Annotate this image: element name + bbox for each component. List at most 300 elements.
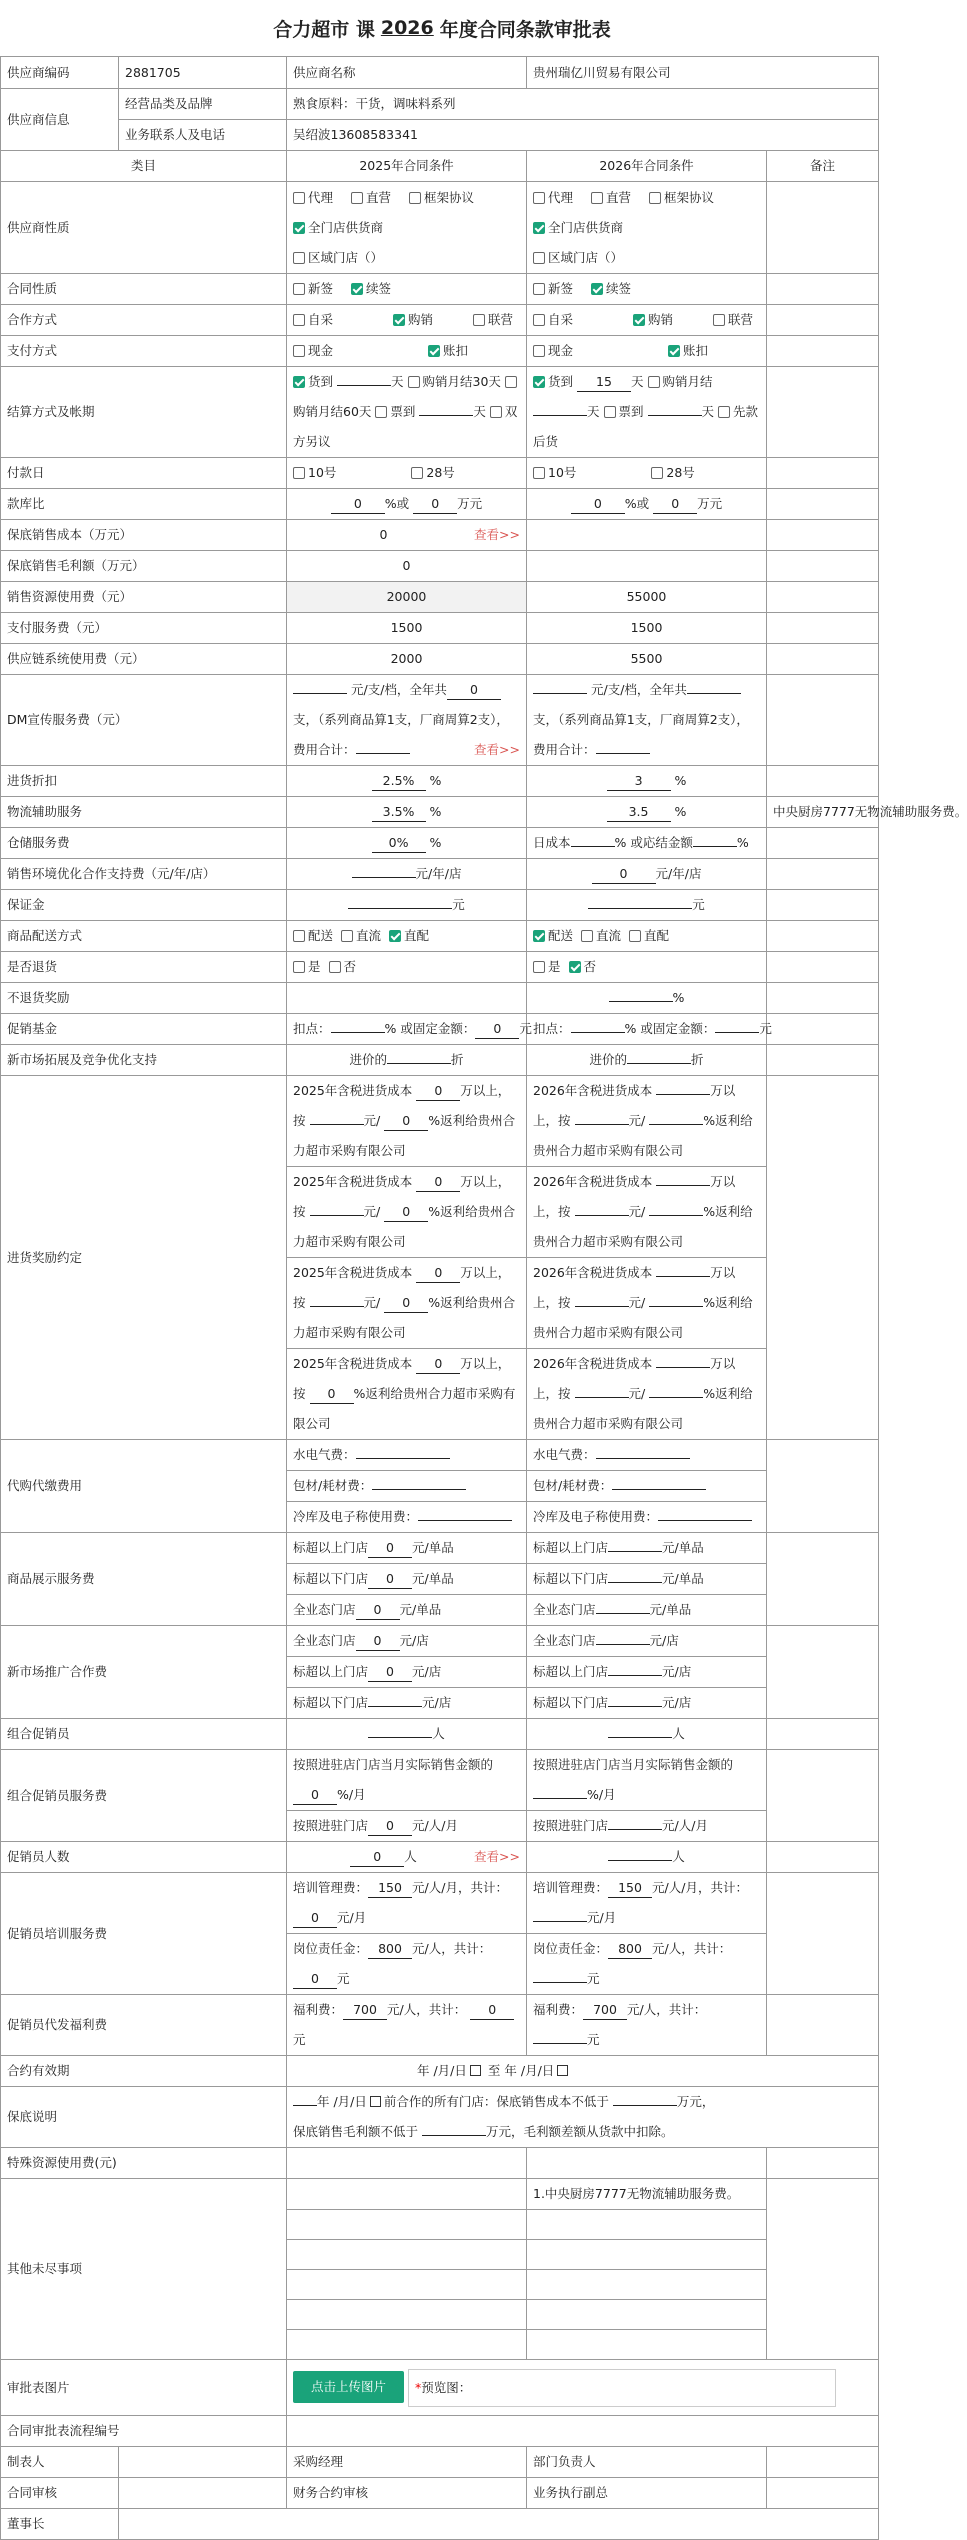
checkbox-icon [293, 345, 305, 357]
training-2025-b: 岗位责任金： 800 元/人，共计： 0 元 [287, 1934, 527, 1995]
validity-end[interactable]: 年 /月/日 [504, 2063, 571, 2078]
checkbox-icon [604, 406, 616, 418]
reward-input[interactable] [649, 1397, 703, 1398]
reward-input[interactable] [649, 1306, 703, 1307]
coop-2025-joint[interactable]: 联营 [473, 305, 513, 335]
other-2026-line[interactable] [527, 2240, 767, 2270]
nature-2025-framework[interactable]: 框架协议 [409, 183, 474, 213]
coop-2025-buysell[interactable]: 购销 [393, 305, 433, 335]
nature-2026-framework[interactable]: 框架协议 [649, 183, 714, 213]
settle-2025-goods-days[interactable] [337, 385, 391, 386]
note-cell [767, 675, 879, 766]
proxy-fee-label: 代购代缴费用 [1, 1440, 287, 1533]
supplier-nature-label: 供应商性质 [1, 182, 287, 274]
returns-2026-yes[interactable]: 是 [533, 952, 561, 982]
display-2025-l1: 标超以上门店 0 元/单品 [287, 1533, 527, 1564]
nature-2025-allstores[interactable]: 全门店供货商 [293, 213, 383, 243]
reward-input[interactable]: 0 [416, 1264, 460, 1283]
checkbox-icon [293, 930, 305, 942]
settlement-2026: 货到 15 天 购销月结 天 票到 天 先款后货 [527, 367, 767, 458]
other-2026-line[interactable] [527, 2210, 767, 2240]
nature-2025-direct[interactable]: 直营 [351, 183, 391, 213]
approval-table [0, 56, 967, 2540]
vp-value[interactable] [767, 2478, 879, 2509]
settle-2026-m-days[interactable] [533, 415, 587, 416]
contract-nature-2026 [527, 274, 767, 305]
dept-head-value[interactable] [767, 2447, 879, 2478]
reward-input[interactable] [575, 1397, 629, 1398]
checkbox-icon [533, 314, 545, 326]
note-cell [767, 1750, 879, 1842]
display-input[interactable]: 0 [356, 1601, 400, 1620]
settle-2025-ticket-days[interactable] [419, 415, 473, 416]
display-input[interactable] [596, 1613, 650, 1614]
payday-2025-10[interactable]: 10号 [293, 458, 336, 488]
display-fee-label: 商品展示服务费 [1, 1533, 287, 1626]
view-link[interactable]: 查看>> [474, 1849, 520, 1864]
settle-2025-ticket[interactable]: 票到 [375, 404, 415, 419]
contract-nature-label: 合同性质 [1, 274, 287, 305]
water-input[interactable] [596, 1458, 690, 1459]
promoters-2025: 0 人 查看>> [287, 1842, 527, 1873]
pay-day-2025 [287, 458, 527, 489]
checkbox-icon [293, 192, 305, 204]
validity-range: 年 /月/日 至 年 /月/日 [287, 2056, 879, 2087]
col-item: 类目 [1, 151, 287, 182]
min-sales-cost-2026 [527, 520, 767, 551]
min-gross-profit-label: 保底销售毛利额（万元） [1, 551, 287, 582]
pay-2026-cash[interactable]: 现金 [533, 336, 573, 366]
promoters-2025-input[interactable]: 0 [350, 1848, 404, 1867]
other-2025-line[interactable] [287, 2240, 527, 2270]
other-2025-line[interactable] [287, 2330, 527, 2360]
note-cell [767, 2179, 879, 2360]
no-return-2026-input[interactable] [609, 1001, 673, 1002]
reward-input[interactable] [310, 1124, 364, 1125]
coop-2026-joint[interactable]: 联营 [713, 305, 753, 335]
coop-mode-2026 [527, 305, 767, 336]
contract-2026-renew[interactable]: 续签 [591, 274, 631, 304]
calendar-icon [370, 2096, 381, 2107]
new-market-2026: 进价的 折 [527, 1045, 767, 1076]
pay-2026-deduct[interactable]: 账扣 [668, 336, 708, 366]
chairman-value[interactable] [119, 2509, 879, 2540]
dm-fee-2026: 元/支/档，全年共支，（系列商品算1支，厂商周算2支），费用合计： [527, 675, 767, 766]
delivery-2025-flow[interactable]: 直流 [341, 921, 381, 951]
note-cell [767, 182, 879, 274]
settle-2026-goods-days[interactable]: 15 [577, 373, 631, 392]
audit-value[interactable] [119, 2478, 287, 2509]
contract-2025-new[interactable]: 新签 [293, 274, 333, 304]
approval-no-value[interactable] [287, 2416, 879, 2447]
reward-input[interactable] [649, 1124, 703, 1125]
combo-fee-input[interactable]: 0 [368, 1817, 412, 1836]
cold-input[interactable] [658, 1520, 752, 1521]
payday-2026-28[interactable]: 28号 [651, 458, 694, 488]
note-cell [767, 551, 879, 582]
view-link[interactable]: 查看>> [474, 527, 520, 542]
checkbox-icon [533, 192, 545, 204]
checkbox-icon [341, 930, 353, 942]
pay-mode-label: 支付方式 [1, 336, 287, 367]
no-return-reward-2025 [287, 983, 527, 1014]
returns-2026-no[interactable]: 否 [569, 952, 597, 982]
settle-2025-goods[interactable]: 货到 [293, 374, 333, 389]
nmp-input[interactable] [368, 1706, 422, 1707]
new-market-label: 新市场拓展及竞争优化支持 [1, 1045, 287, 1076]
delivery-2025-dist[interactable]: 配送 [293, 921, 333, 951]
dm-2025-count[interactable]: 0 [447, 681, 501, 700]
checkbox-icon [533, 283, 545, 295]
reward-input[interactable] [575, 1124, 629, 1125]
returns-2026 [527, 952, 767, 983]
nmp-2025-l3: 标超以下门店 元/店 [287, 1688, 527, 1719]
note-cell [767, 1719, 879, 1750]
reward-input[interactable] [575, 1306, 629, 1307]
training-input[interactable]: 150 [368, 1879, 412, 1898]
nmp-2026-l3: 标超以下门店 元/店 [527, 1688, 767, 1719]
display-2026-l3: 全业态门店 元/单品 [527, 1595, 767, 1626]
display-2025-l2: 标超以下门店 0 元/单品 [287, 1564, 527, 1595]
delivery-2025-direct[interactable]: 直配 [389, 921, 429, 951]
maker-label: 制表人 [1, 2447, 119, 2478]
checkbox-checked-icon [533, 930, 545, 942]
purchase-discount-2026-input[interactable]: 3 [607, 772, 671, 791]
logistics-2026-input[interactable]: 3.5 [607, 803, 671, 822]
checkbox-checked-icon [293, 376, 305, 388]
delivery-2026 [527, 921, 767, 952]
welfare-input[interactable]: 700 [583, 2001, 627, 2020]
supplier-info-label: 供应商信息 [1, 89, 119, 151]
combo-fee-input[interactable] [608, 1829, 662, 1830]
guarantee-cost-input[interactable] [613, 2105, 677, 2106]
guarantee-label: 保底说明 [1, 2087, 287, 2148]
col-2025: 2025年合同条件 [287, 151, 527, 182]
guarantee-date[interactable]: 年 /月/日 [293, 2094, 384, 2109]
reward-input[interactable] [656, 1094, 710, 1095]
nmp-input[interactable] [596, 1644, 650, 1645]
settle-2025-m60[interactable]: 购销月结60天 [293, 374, 520, 419]
coop-2025-self[interactable]: 自采 [293, 305, 333, 335]
contract-nature-2025 [287, 274, 527, 305]
other-2025-line[interactable] [287, 2210, 527, 2240]
checkbox-icon [490, 406, 502, 418]
validity-start[interactable]: 年 /月/日 [417, 2063, 484, 2078]
proxy-2026-cold: 冷库及电子称使用费： [527, 1502, 767, 1533]
reward-input[interactable]: 0 [384, 1203, 428, 1222]
promo-2025-rate[interactable] [331, 1032, 385, 1033]
settlement-2025: 货到 天 购销月结30天 购销月结60天 票到 天 双方另议 [287, 367, 527, 458]
checkbox-icon [293, 961, 305, 973]
nature-2026-allstores[interactable]: 全门店供货商 [533, 213, 623, 243]
category-label: 经营品类及品牌 [119, 89, 287, 120]
special-fee-2026[interactable] [527, 2148, 767, 2179]
note-cell [767, 859, 879, 890]
col-2026: 2026年合同条件 [527, 151, 767, 182]
category-value: 熟食原料：干货，调味料系列 [287, 89, 879, 120]
other-2026-line[interactable] [527, 2300, 767, 2330]
contract-2025-renew[interactable]: 续签 [351, 274, 391, 304]
new-market-2025: 进价的 折 [287, 1045, 527, 1076]
proxy-2025-cold: 冷库及电子称使用费： [287, 1502, 527, 1533]
nature-2025-region[interactable]: 区域门店（） [293, 243, 383, 273]
checkbox-checked-icon [428, 345, 440, 357]
delivery-label: 商品配送方式 [1, 921, 287, 952]
settle-2026-first[interactable]: 先款后货 [533, 404, 759, 449]
training-input[interactable] [533, 1921, 587, 1922]
proxy-2025-pack: 包材/耗材费： [287, 1471, 527, 1502]
nature-2026-agent[interactable]: 代理 [533, 183, 573, 213]
stock-ratio-2025-pct[interactable]: 0 [331, 495, 385, 514]
note-cell [767, 613, 879, 644]
combo-fee-label: 组合促销员服务费 [1, 1750, 287, 1842]
deposit-2026: 元 [527, 890, 767, 921]
delivery-2026-flow[interactable]: 直流 [581, 921, 621, 951]
proxy-2025-water: 水电气费： [287, 1440, 527, 1471]
special-fee-2025[interactable] [287, 2148, 527, 2179]
reward-input[interactable] [656, 1185, 710, 1186]
note-cell [767, 1842, 879, 1873]
training-input[interactable] [533, 1982, 587, 1983]
settlement-label: 结算方式及帐期 [1, 367, 287, 458]
nmp-input[interactable]: 0 [368, 1663, 412, 1682]
dm-2025-total[interactable] [356, 753, 410, 754]
combo-fee-2025-a: 按照进驻店门店当月实际销售金额的 0 %/月 [287, 1750, 527, 1811]
reward-2025-block-4: 2025年含税进货成本 0 万以上，按 0 %返利给贵州合力超市采购有限公司 [287, 1349, 527, 1440]
env-2026-input[interactable]: 0 [592, 865, 656, 884]
env-fee-2025: 元/年/店 [287, 859, 527, 890]
supply-chain-fee-2026[interactable]: 5500 [527, 644, 767, 675]
maker-value[interactable] [119, 2447, 287, 2478]
new-market-2025-input[interactable] [387, 1063, 451, 1064]
nmp-input[interactable]: 0 [356, 1632, 400, 1651]
promo-2025-amount[interactable]: 0 [475, 1020, 519, 1039]
checkbox-checked-icon [591, 283, 603, 295]
payment-service-fee-label: 支付服务费（元） [1, 613, 287, 644]
note-cell [767, 1533, 879, 1626]
training-2025-a: 培训管理费： 150 元/人/月，共计： 0 元/月 [287, 1873, 527, 1934]
other-2025-line[interactable] [287, 2179, 527, 2210]
note-cell [767, 1076, 879, 1440]
reward-2025-block-3: 2025年含税进货成本 0 万以上，按 元/ 0 %返利给贵州合力超市采购有限公司 [287, 1258, 527, 1349]
dm-2026-count[interactable] [687, 693, 741, 694]
sales-resource-fee-label: 销售资源使用费（元） [1, 582, 287, 613]
checkbox-checked-icon [389, 930, 401, 942]
reward-input[interactable] [310, 1306, 364, 1307]
warehouse-fee-label: 仓储服务费 [1, 828, 287, 859]
settle-2026-goods[interactable]: 货到 [533, 374, 573, 389]
payment-service-fee-2026[interactable]: 1500 [527, 613, 767, 644]
returns-2025-yes[interactable]: 是 [293, 952, 321, 982]
reward-input[interactable]: 0 [310, 1385, 354, 1404]
pay-mode-2025 [287, 336, 527, 367]
returns-2025 [287, 952, 527, 983]
warehouse-2025-input[interactable]: 0% [372, 834, 426, 853]
note-cell [767, 305, 879, 336]
pay-day-2026 [527, 458, 767, 489]
training-input[interactable]: 0 [293, 1909, 337, 1928]
checkbox-icon [533, 467, 545, 479]
other-2025-line[interactable] [287, 2300, 527, 2330]
display-input[interactable]: 0 [368, 1539, 412, 1558]
welfare-input[interactable] [533, 2043, 587, 2044]
nature-2025-agent[interactable]: 代理 [293, 183, 333, 213]
other-2026-line[interactable] [527, 2330, 767, 2360]
warehouse-2026-b[interactable] [693, 846, 737, 847]
returns-2025-no[interactable]: 否 [329, 952, 357, 982]
settle-2026-ticket[interactable]: 票到 [604, 404, 644, 419]
training-input[interactable]: 800 [608, 1940, 652, 1959]
stock-ratio-2026-pct[interactable]: 0 [571, 495, 625, 514]
new-market-2026-input[interactable] [627, 1063, 691, 1064]
reward-input[interactable] [656, 1367, 710, 1368]
reward-input[interactable]: 0 [416, 1173, 460, 1192]
reward-input[interactable] [310, 1215, 364, 1216]
reward-label: 进货奖励约定 [1, 1076, 287, 1440]
welfare-input[interactable]: 700 [343, 2001, 387, 2020]
supplier-nature-2025 [287, 182, 527, 274]
pack-input[interactable] [372, 1489, 466, 1490]
combo-fee-2025-b: 按照进驻门店 0 元/人/月 [287, 1811, 527, 1842]
reward-input[interactable]: 0 [384, 1294, 428, 1313]
calendar-icon [557, 2065, 568, 2076]
note-cell [767, 952, 879, 983]
settle-2025-other[interactable]: 双方另议 [293, 404, 518, 449]
promoters-label: 促销员人数 [1, 1842, 287, 1873]
note-cell [767, 336, 879, 367]
display-input[interactable] [608, 1551, 662, 1552]
logistics-2025-input[interactable]: 3.5% [372, 803, 426, 822]
purchase-discount-2025-input[interactable]: 2.5% [372, 772, 426, 791]
stock-ratio-2026-wan[interactable]: 0 [653, 495, 697, 514]
nature-2026-direct[interactable]: 直营 [591, 183, 631, 213]
col-note: 备注 [767, 151, 879, 182]
cold-input[interactable] [418, 1520, 512, 1521]
dm-2025-price[interactable] [293, 693, 347, 694]
reward-input[interactable]: 0 [416, 1355, 460, 1374]
other-2026-line[interactable] [527, 2270, 767, 2300]
checkbox-icon [533, 252, 545, 264]
dept-head-label: 部门负责人 [527, 2447, 767, 2478]
dm-2026-total[interactable] [596, 753, 650, 754]
payday-2025-28[interactable]: 28号 [411, 458, 454, 488]
training-input[interactable]: 150 [608, 1879, 652, 1898]
welfare-2026: 福利费： 700 元/人，共计： 元 [527, 1995, 767, 2056]
coop-mode-label: 合作方式 [1, 305, 287, 336]
display-input[interactable]: 0 [368, 1570, 412, 1589]
note-cell [767, 1995, 879, 2056]
upload-image-button[interactable]: 点击上传图片 [293, 2371, 404, 2403]
min-gross-profit-2025: 0 [287, 551, 527, 582]
supply-chain-fee-2025: 2000 [287, 644, 527, 675]
buyer-label: 采购经理 [287, 2447, 527, 2478]
delivery-2026-direct[interactable]: 直配 [629, 921, 669, 951]
combo-fee-input[interactable]: 0 [293, 1786, 337, 1805]
sales-resource-fee-2025: 20000 [287, 582, 527, 613]
guarantee-profit-input[interactable] [422, 2135, 486, 2136]
reward-input[interactable]: 0 [416, 1082, 460, 1101]
calendar-icon [470, 2065, 481, 2076]
vp-label: 业务执行副总 [527, 2478, 767, 2509]
note-cell [767, 2148, 879, 2179]
dm-2026-price[interactable] [533, 693, 587, 694]
other-2026-note[interactable]: 1.中央厨房7777无物流辅助服务费。 [527, 2179, 767, 2210]
display-input[interactable] [608, 1582, 662, 1583]
display-2026-l1: 标超以上门店 元/单品 [527, 1533, 767, 1564]
nature-2026-region[interactable]: 区域门店（） [533, 243, 623, 273]
deposit-2026-input[interactable] [588, 908, 692, 909]
stock-ratio-2025-wan[interactable]: 0 [413, 495, 457, 514]
supplier-code-label: 供应商编码 [1, 57, 119, 89]
training-2026-b: 岗位责任金： 800 元/人，共计： 元 [527, 1934, 767, 1995]
sales-resource-fee-2026[interactable]: 55000 [527, 582, 767, 613]
reward-2025-block-2: 2025年含税进货成本 0 万以上，按 元/ 0 %返利给贵州合力超市采购有限公司 [287, 1167, 527, 1258]
supplier-name: 贵州瑞亿川贸易有限公司 [527, 57, 879, 89]
env-2025-input[interactable] [352, 877, 416, 878]
reward-input[interactable]: 0 [384, 1112, 428, 1131]
note-cell [767, 489, 879, 520]
coop-2026-self[interactable]: 自采 [533, 305, 573, 335]
checkbox-icon [409, 192, 421, 204]
combo-fee-input[interactable] [533, 1798, 587, 1799]
checkbox-checked-icon [633, 314, 645, 326]
logistics-fee-label: 物流辅助服务 [1, 797, 287, 828]
combo-staff-2026-input[interactable] [608, 1737, 672, 1738]
water-input[interactable] [356, 1458, 450, 1459]
welfare-input[interactable]: 0 [470, 2001, 514, 2020]
nmp-input[interactable] [608, 1675, 662, 1676]
settle-2026-m[interactable]: 购销月结 [648, 374, 713, 389]
training-input[interactable]: 0 [293, 1970, 337, 1989]
reward-input[interactable] [656, 1276, 710, 1277]
promo-2026-rate[interactable] [571, 1032, 625, 1033]
reward-input[interactable] [649, 1215, 703, 1216]
other-2025-line[interactable] [287, 2270, 527, 2300]
settle-2025-m30[interactable]: 购销月结30天 [408, 374, 501, 389]
training-2026-a: 培训管理费： 150 元/人/月，共计： 元/月 [527, 1873, 767, 1934]
deposit-2025-input[interactable] [348, 908, 452, 909]
training-label: 促销员培训服务费 [1, 1873, 287, 1995]
contract-2026-new[interactable]: 新签 [533, 274, 573, 304]
purchase-discount-2025: 2.5% % [287, 766, 527, 797]
proxy-2026-water: 水电气费： [527, 1440, 767, 1471]
nmp-2025-l2: 标超以上门店 0 元/店 [287, 1657, 527, 1688]
note-cell [767, 921, 879, 952]
coop-2026-buysell[interactable]: 购销 [633, 305, 673, 335]
view-link[interactable]: 查看>> [474, 742, 520, 757]
pack-input[interactable] [612, 1489, 706, 1490]
pay-2025-cash[interactable]: 现金 [293, 336, 333, 366]
warehouse-2026-a[interactable] [571, 846, 615, 847]
reward-input[interactable] [575, 1215, 629, 1216]
display-2025-l3: 全业态门店 0 元/单品 [287, 1595, 527, 1626]
checkbox-icon [411, 467, 423, 479]
payday-2026-10[interactable]: 10号 [533, 458, 576, 488]
checkbox-icon [648, 376, 660, 388]
finance-label: 财务合约审核 [287, 2478, 527, 2509]
delivery-2026-dist[interactable]: 配送 [533, 921, 573, 951]
training-input[interactable]: 800 [368, 1940, 412, 1959]
settle-2026-ticket-days[interactable] [648, 415, 702, 416]
promoters-2026-input[interactable] [608, 1860, 672, 1861]
combo-staff-2025-input[interactable] [368, 1737, 432, 1738]
pay-2025-deduct[interactable]: 账扣 [428, 336, 468, 366]
deposit-label: 保证金 [1, 890, 287, 921]
checkbox-icon [351, 192, 363, 204]
no-return-reward-label: 不退货奖励 [1, 983, 287, 1014]
promo-2026-amount[interactable] [715, 1032, 759, 1033]
nmp-input[interactable] [608, 1706, 662, 1707]
